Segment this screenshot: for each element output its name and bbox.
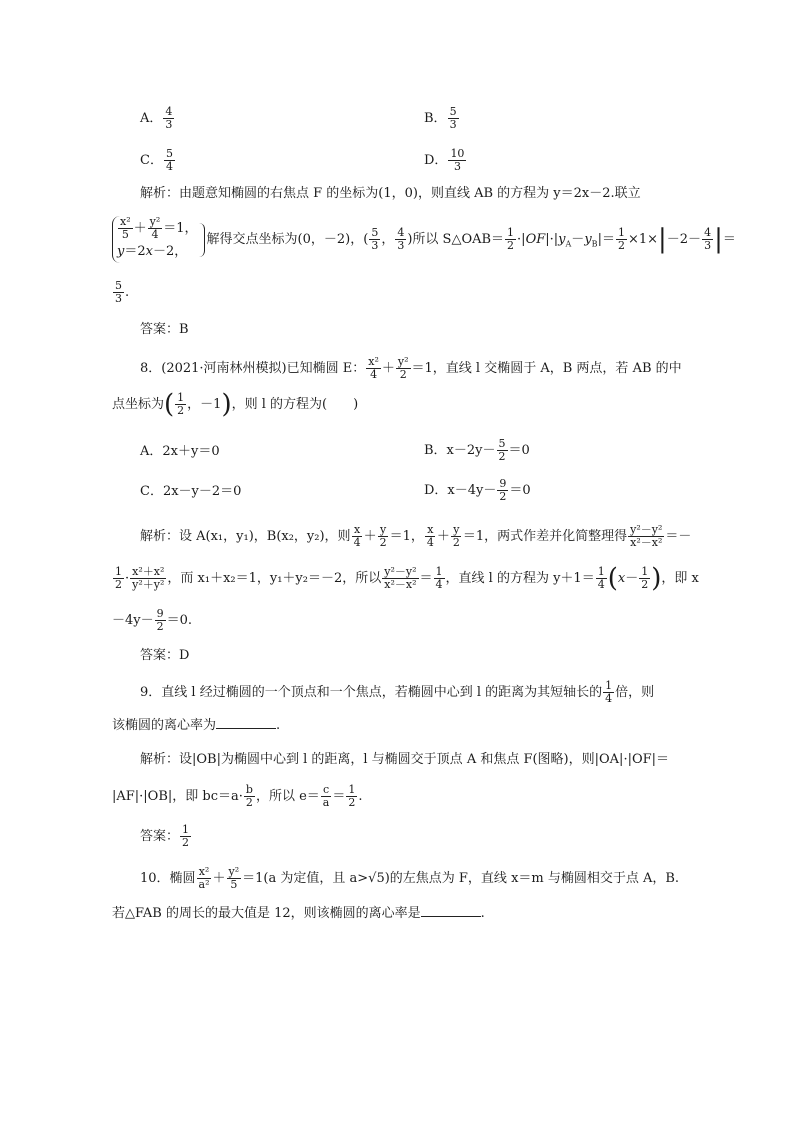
- q10-stem-line2: 若△FAB 的周长的最大值是 12，则该椭圆的离心率是 .: [112, 906, 485, 921]
- answer-blank: [421, 904, 481, 917]
- q8-option-b: B．x－2y－ $\frac{5}{2}$ ＝0: [424, 437, 530, 463]
- q10-stem-line1: 10．椭圆 $\frac{\text{x²}}{\text{a²}}$ ＋ $\frac{\text{y²}}{5}$ ＝1(a 为定值，且 a>√5)的左焦点为 F，直线 x＝m 与椭圆相交于点 A，B.: [140, 865, 680, 891]
- q7-option-a: A． $\frac{4}{3}$: [140, 105, 173, 131]
- q8-option-a: A．2x＋y＝0: [140, 444, 220, 459]
- q8-analysis-line1: 解析：设 A(x₁，y₁)，B(x₂，y₂)，则 $\frac{x}{4}$ ＋ $\frac{y}{2}$ ＝1， $\frac{x}{4}$ ＋ $\frac{y}{2}$ ＝1，两式作差并化简整理得 $\frac{\text{y²－y²}}{\text{x²－x²}}$ ＝－: [140, 523, 692, 549]
- q7-option-c: C． $\frac{5}{4}$: [140, 147, 173, 173]
- q9-answer: 答案： $\frac{1}{2}$: [140, 823, 190, 849]
- answer-blank: [216, 716, 276, 729]
- q7-analysis-line1: 解析：由题意知椭圆的右焦点 F 的坐标为(1，0)，则直线 AB 的方程为 y＝2x－2.联立: [140, 186, 641, 201]
- q8-option-d: D．x－4y－ $\frac{9}{2}$ ＝0: [424, 477, 531, 503]
- q7-option-b: B． $\frac{5}{3}$: [424, 105, 457, 131]
- q8-stem-line2: 点坐标为( $\frac{1}{2}$ ，－1)，则 l 的方程为( ): [112, 389, 359, 420]
- q7-option-d: D． $\frac{10}{3}$: [424, 147, 465, 173]
- q9-stem-line2: 该椭圆的离心率为 .: [112, 718, 281, 733]
- equation-system: $\frac{\text{x²}}{5}$ ＋ $\frac{\text{y²}}{4}$ ＝1， y＝2x－2，: [112, 216, 198, 263]
- q8-analysis-line3: －4y－ $\frac{9}{2}$ ＝0.: [112, 607, 193, 633]
- q9-analysis-line2: |AF|·|OB|，即 bc＝a· $\frac{b}{2}$ ，所以 e＝ $\frac{c}{a}$ ＝ $\frac{1}{2}$ .: [112, 783, 363, 809]
- q7-answer: 答案：B: [140, 322, 189, 337]
- q9-analysis-line1: 解析：设|OB|为椭圆中心到 l 的距离，l 与椭圆交于顶点 A 和焦点 F(图略)，则|OA|·|OF|＝: [140, 752, 670, 767]
- q8-option-c: C．2x－y－2＝0: [140, 484, 242, 499]
- q7-analysis-line2: $\frac{\text{x²}}{5}$ ＋ $\frac{\text{y²}}{4}$ ＝1， y＝2x－2， 解得交点坐标为(0，－2)，( $\frac{5}{3}$ ， $\frac{4}{3}$ )所以 S△OAB＝ $\frac{1}{2}$ $\cdot|OF|\cdot|y_A-y_B|=$ $\frac{1}{2}$ ×1×|－2－ $\frac{4}{3}$ |＝: [112, 216, 736, 263]
- q7-analysis-result: $\frac{5}{3}$ .: [115, 279, 130, 305]
- q9-stem-line1: 9．直线 l 经过椭圆的一个顶点和一个焦点，若椭圆中心到 l 的距离为其短轴长的 $\frac{1}{4}$ 倍，则: [140, 679, 655, 705]
- q8-analysis-line2: $\frac{1}{2}$ · $\frac{\text{x²＋x²}}{\text{y²＋y²}}$ ，而 x₁＋x₂＝1，y₁＋y₂＝－2，所以 $\frac{\text{y²－y²}}{\text{x²－x²}}$ ＝ $\frac{1}{4}$ ，直线 l 的方程为 y＋1＝ $\frac{1}{4}$ (x－ $\frac{1}{2}$ )，即 x: [115, 563, 699, 594]
- q8-answer: 答案：D: [140, 648, 190, 663]
- q8-stem-line1: 8．(2021·河南林州模拟)已知椭圆 E： $\frac{\text{x²}}{4}$ ＋ $\frac{\text{y²}}{2}$ ＝1，直线 l 交椭圆于 A，B 两点，若 AB 的中: [140, 355, 682, 381]
